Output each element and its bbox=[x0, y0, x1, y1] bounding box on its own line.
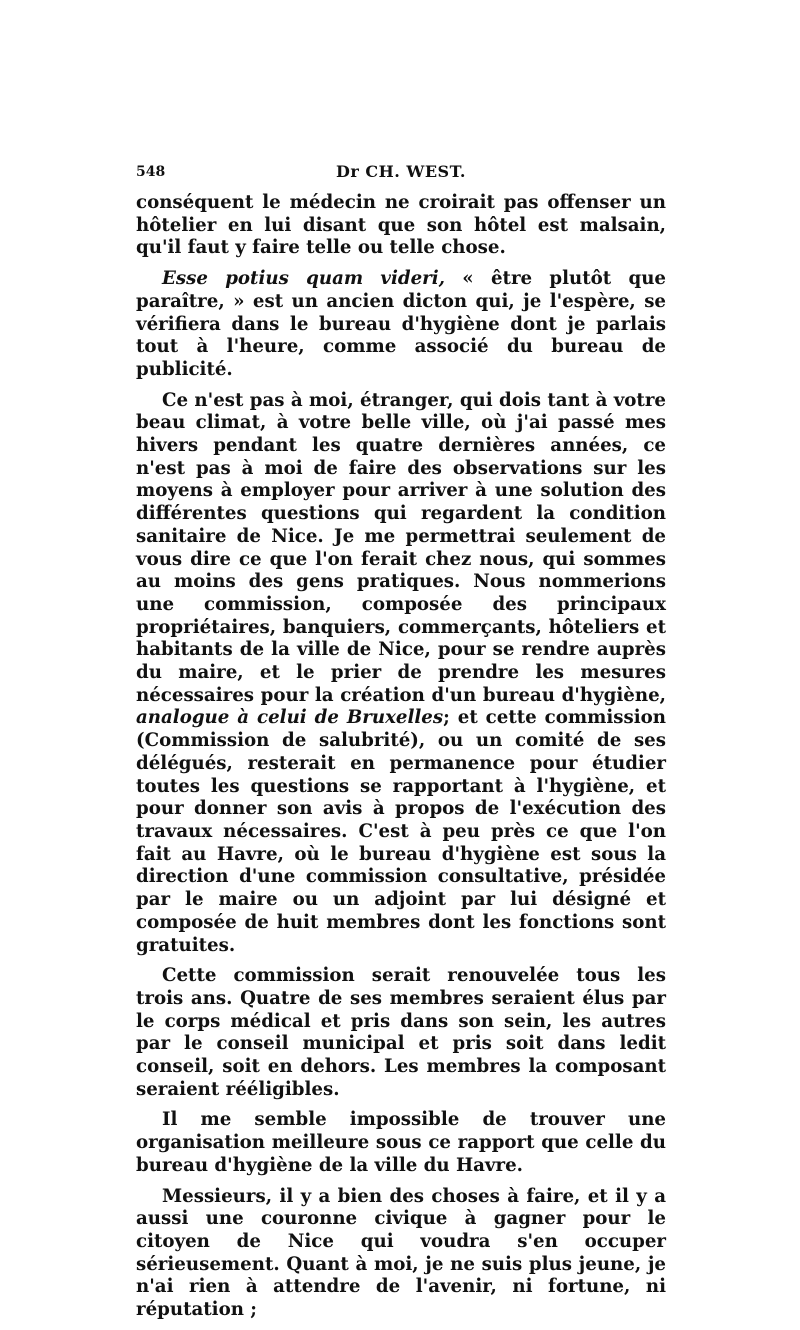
paragraph-3-text-a: Ce n'est pas à moi, étranger, qui dois tant à votre beau climat, à votre belle ville, où j'ai passé mes hivers pendant les quatre dernières années, ce n'est pas à moi de faire des observations sur les moyens à employer pour arriver à une solution des différentes questions qui regardent la condition sanitaire de Nice. Je me permettrai seulement de vous dire ce que l'on ferait chez nous, qui sommes au moins des gens pratiques. Nous nommerions une commission, composée des principaux propriétaires, banquiers, commerçants, hôteliers et habitants de la ville de Nice, pour se rendre auprès du maire, et le prier de prendre les mesures nécessaires pour la création d'un bureau d'hygiène, bbox=[136, 389, 666, 706]
latin-quote: Esse potius quam videri, bbox=[162, 268, 445, 290]
paragraph-1-text: conséquent le médecin ne croirait pas offenser un hôtelier en lui disant que son hôtel est malsain, qu'il faut y faire telle ou telle chose. bbox=[136, 192, 666, 259]
paragraph-4 bbox=[136, 965, 666, 1101]
paragraph-6 bbox=[136, 1186, 666, 1322]
paragraph-4-text: Cette commission serait renouvelée tous les trois ans. Quatre de ses membres seraient élus par le corps médical et pris dans son sein, les autres par le conseil municipal et pris soit dans ledit conseil, soit en dehors. Les membres la composant seraient rééligibles. bbox=[136, 965, 666, 1100]
book-page bbox=[136, 160, 666, 1330]
paragraph-3-text-b: ; et cette commission (Commission de salubrité), ou un comité de ses délégués, resterait en permanence pour étudier toutes les questions se rapportant à l'hygiène, et pour donner son avis à propos de l'exécution des travaux nécessaires. C'est à peu près ce que l'on fait au Havre, où le bureau d'hygiène est sous la direction d'une commission consultative, présidée par le maire ou un adjoint par lui désigné et composée de huit membres dont les fonctions sont gratuites. bbox=[136, 707, 666, 956]
page-number: 548 bbox=[136, 164, 166, 180]
running-head bbox=[136, 160, 666, 186]
running-title: Dr CH. WEST. bbox=[336, 162, 466, 181]
brussels-reference: analogue à celui de Bruxelles bbox=[136, 707, 444, 729]
paragraph-3 bbox=[136, 390, 666, 958]
paragraph-1 bbox=[136, 192, 666, 260]
paragraph-5-text: Il me semble impossible de trouver une organisation meilleure sous ce rapport que celle du bureau d'hygiène de la ville du Havre. bbox=[136, 1109, 666, 1176]
paragraph-2-text: « être plutôt que paraître, » est un ancien dicton qui, je l'espère, se vérifiera dans le bureau d'hygiène dont je parlais tout à l'heure, comme associé du bureau de publicité. bbox=[136, 268, 666, 380]
body-text bbox=[136, 192, 666, 1322]
paragraph-2 bbox=[136, 268, 666, 382]
paragraph-6-text: Messieurs, il y a bien des choses à faire, et il y a aussi une couronne civique à gagner pour le citoyen de Nice qui voudra s'en occuper sérieusement. Quant à moi, je ne suis plus jeune, je n'ai rien à attendre de l'avenir, ni fortune, ni réputation ; bbox=[136, 1185, 666, 1321]
paragraph-5 bbox=[136, 1109, 666, 1177]
